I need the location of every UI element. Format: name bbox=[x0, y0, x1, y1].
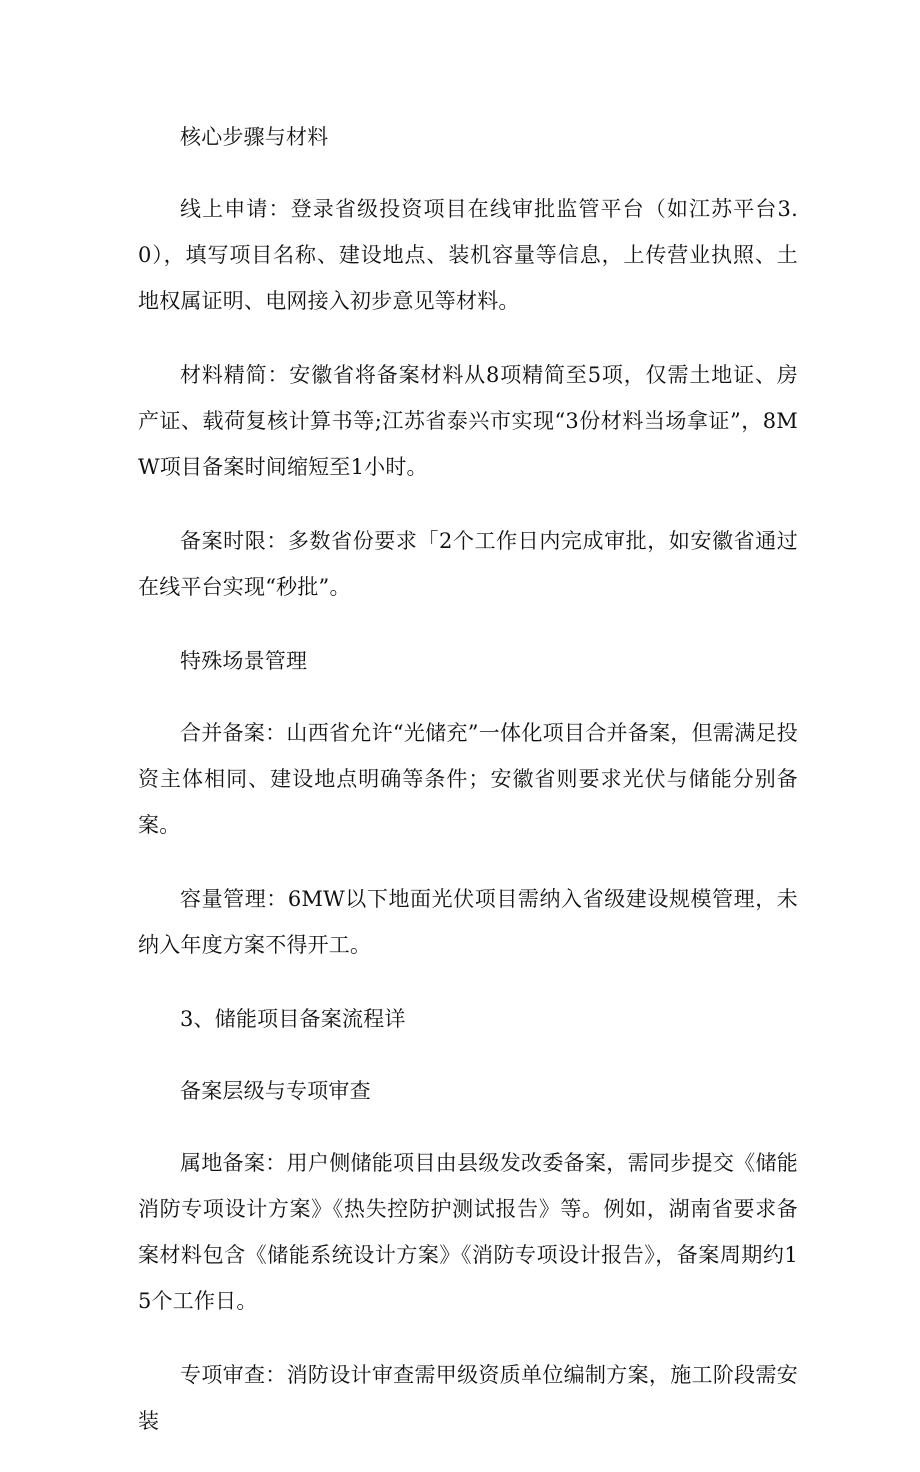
section-heading-storage-process: 3、储能项目备案流程详 bbox=[180, 1007, 406, 1031]
paragraph-online-application: 线上申请：登录省级投资项目在线审批监管平台（如江苏平台3.0），填写项目名称、建设地点、装机容量等信息，上传营业执照、土地权属证明、电网接入初步意见等材料。 bbox=[138, 197, 798, 313]
paragraph-capacity-management: 容量管理：6MW以下地面光伏项目需纳入省级建设规模管理，未纳入年度方案不得开工。 bbox=[138, 887, 798, 957]
section-heading-core-steps: 核心步骤与材料 bbox=[180, 125, 329, 149]
paragraph-special-review: 专项审查：消防设计审查需甲级资质单位编制方案，施工阶段需安装 bbox=[138, 1363, 798, 1433]
paragraph-material-simplification: 材料精简：安徽省将备案材料从8项精简至5项，仅需土地证、房产证、载荷复核计算书等;江苏省泰兴市实现“3份材料当场拿证”，8MW项目备案时间缩短至1小时。 bbox=[138, 363, 798, 479]
section-heading-filing-levels: 备案层级与专项审查 bbox=[180, 1079, 371, 1103]
paragraph-local-filing: 属地备案：用户侧储能项目由县级发改委备案，需同步提交《储能消防专项设计方案》《热失控防护测试报告》等。例如，湖南省要求备案材料包含《储能系统设计方案》《消防专项设计报告》，备案周期约15个工作日。 bbox=[138, 1151, 798, 1313]
document-body bbox=[138, 114, 798, 1472]
paragraph-filing-time-limit: 备案时限：多数省份要求「2个工作日内完成审批，如安徽省通过在线平台实现“秒批”。 bbox=[138, 529, 798, 599]
section-heading-special-scenarios: 特殊场景管理 bbox=[180, 649, 308, 673]
paragraph-combined-filing: 合并备案：山西省允许“光储充”一体化项目合并备案，但需满足投资主体相同、建设地点明确等条件；安徽省则要求光伏与储能分别备案。 bbox=[138, 721, 798, 837]
